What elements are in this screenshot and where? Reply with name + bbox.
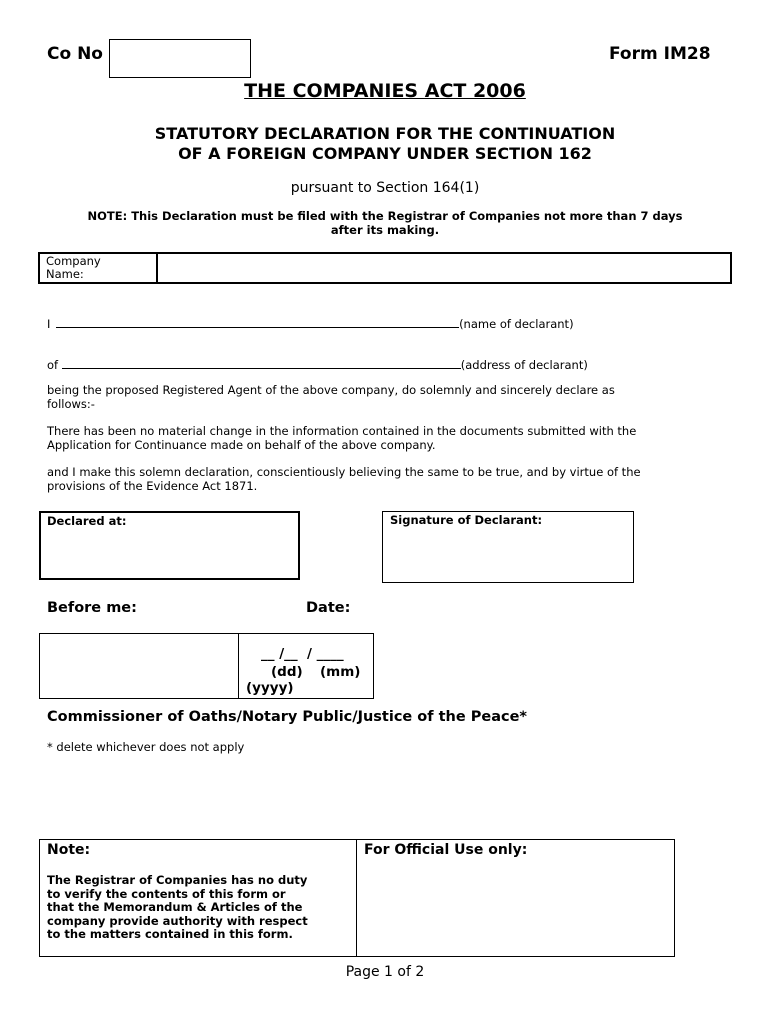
- date-field[interactable]: [239, 634, 373, 698]
- paragraph-3-line-1: and I make this solemn declaration, conscientiously believing the same to be true, and by virtue of the: [47, 465, 641, 479]
- before-me-label: Before me:: [47, 600, 137, 616]
- pursuant-text: pursuant to Section 164(1): [290, 180, 480, 196]
- company-name-input[interactable]: [160, 254, 730, 282]
- paragraph-2: [47, 424, 737, 452]
- paragraph-1: [47, 383, 737, 411]
- company-name-table: [38, 252, 732, 284]
- declarant-name-row: [47, 315, 574, 331]
- before-me-field[interactable]: [40, 634, 238, 698]
- filing-note: [40, 209, 730, 237]
- note-official-table: [39, 839, 675, 957]
- footnote: * delete whichever does not apply: [47, 740, 245, 754]
- commissioner-label: Commissioner of Oaths/Notary Public/Justice of the Peace*: [47, 709, 528, 725]
- declared-at-box[interactable]: [39, 511, 300, 580]
- date-yyyy-hint: (yyyy): [246, 680, 294, 696]
- declarant-of-label: of: [47, 358, 59, 372]
- note-text-line-3: that the Memorandum & Articles of the: [47, 900, 303, 914]
- declarant-name-field[interactable]: [56, 315, 459, 328]
- note-text: [47, 874, 308, 942]
- date-dd-hint: (dd): [271, 664, 303, 680]
- signature-label: Signature of Declarant:: [390, 513, 543, 527]
- subtitle: [0, 124, 770, 164]
- declarant-address-hint: (address of declarant): [460, 358, 588, 372]
- declarant-address-row: [47, 356, 588, 372]
- paragraph-3: [47, 465, 737, 493]
- date-mm-hint: (mm): [320, 664, 361, 680]
- subtitle-line-2: OF A FOREIGN COMPANY UNDER SECTION 162: [178, 144, 592, 163]
- note-text-line-2: to verify the contents of this form or: [47, 886, 286, 901]
- note-official-divider: [356, 840, 357, 956]
- paragraph-2-line-2: Application for Continuance made on behalf of the above company.: [47, 438, 436, 452]
- note-text-line-1: The Registrar of Companies has no duty: [47, 873, 308, 887]
- page-title: THE COMPANIES ACT 2006: [244, 80, 526, 102]
- company-name-divider: [156, 254, 158, 282]
- paragraph-3-line-2: provisions of the Evidence Act 1871.: [47, 479, 258, 493]
- paragraph-2-line-1: There has been no material change in the information contained in the documents submitted with the: [47, 424, 637, 438]
- declared-at-label: Declared at:: [47, 514, 127, 528]
- note-text-line-4: company provide authority with respect: [47, 913, 308, 928]
- official-use-label: For Official Use only:: [364, 842, 528, 858]
- subtitle-line-1: STATUTORY DECLARATION FOR THE CONTINUATION: [154, 124, 616, 143]
- signature-box[interactable]: [382, 511, 634, 583]
- company-name-label: [46, 255, 101, 281]
- declarant-i-label: I: [47, 317, 51, 331]
- form-number: Form IM28: [609, 44, 711, 64]
- date-blanks: __ /__ / ____: [261, 646, 344, 662]
- note-title: Note:: [47, 842, 91, 858]
- company-name-label-line-2: Name:: [46, 267, 84, 281]
- paragraph-1-line-1: being the proposed Registered Agent of the above company, do solemnly and sincerely declare as: [47, 383, 615, 397]
- date-label: Date:: [306, 600, 351, 616]
- paragraph-1-line-2: follows:-: [47, 397, 95, 411]
- note-text-line-5: to the matters contained in this form.: [47, 927, 293, 941]
- declarant-address-field[interactable]: [62, 356, 461, 369]
- before-me-date-table: [39, 633, 374, 699]
- co-no-label: Co No: [47, 44, 103, 64]
- page-footer: Page 1 of 2: [345, 964, 425, 980]
- filing-note-line-2: after its making.: [330, 223, 440, 237]
- company-name-label-line-1: Company: [46, 254, 101, 268]
- declarant-name-hint: (name of declarant): [459, 317, 574, 331]
- co-no-input[interactable]: [109, 39, 251, 78]
- filing-note-line-1: NOTE: This Declaration must be filed with the Registrar of Companies not more than 7 days: [87, 209, 683, 223]
- official-use-field[interactable]: [358, 864, 674, 956]
